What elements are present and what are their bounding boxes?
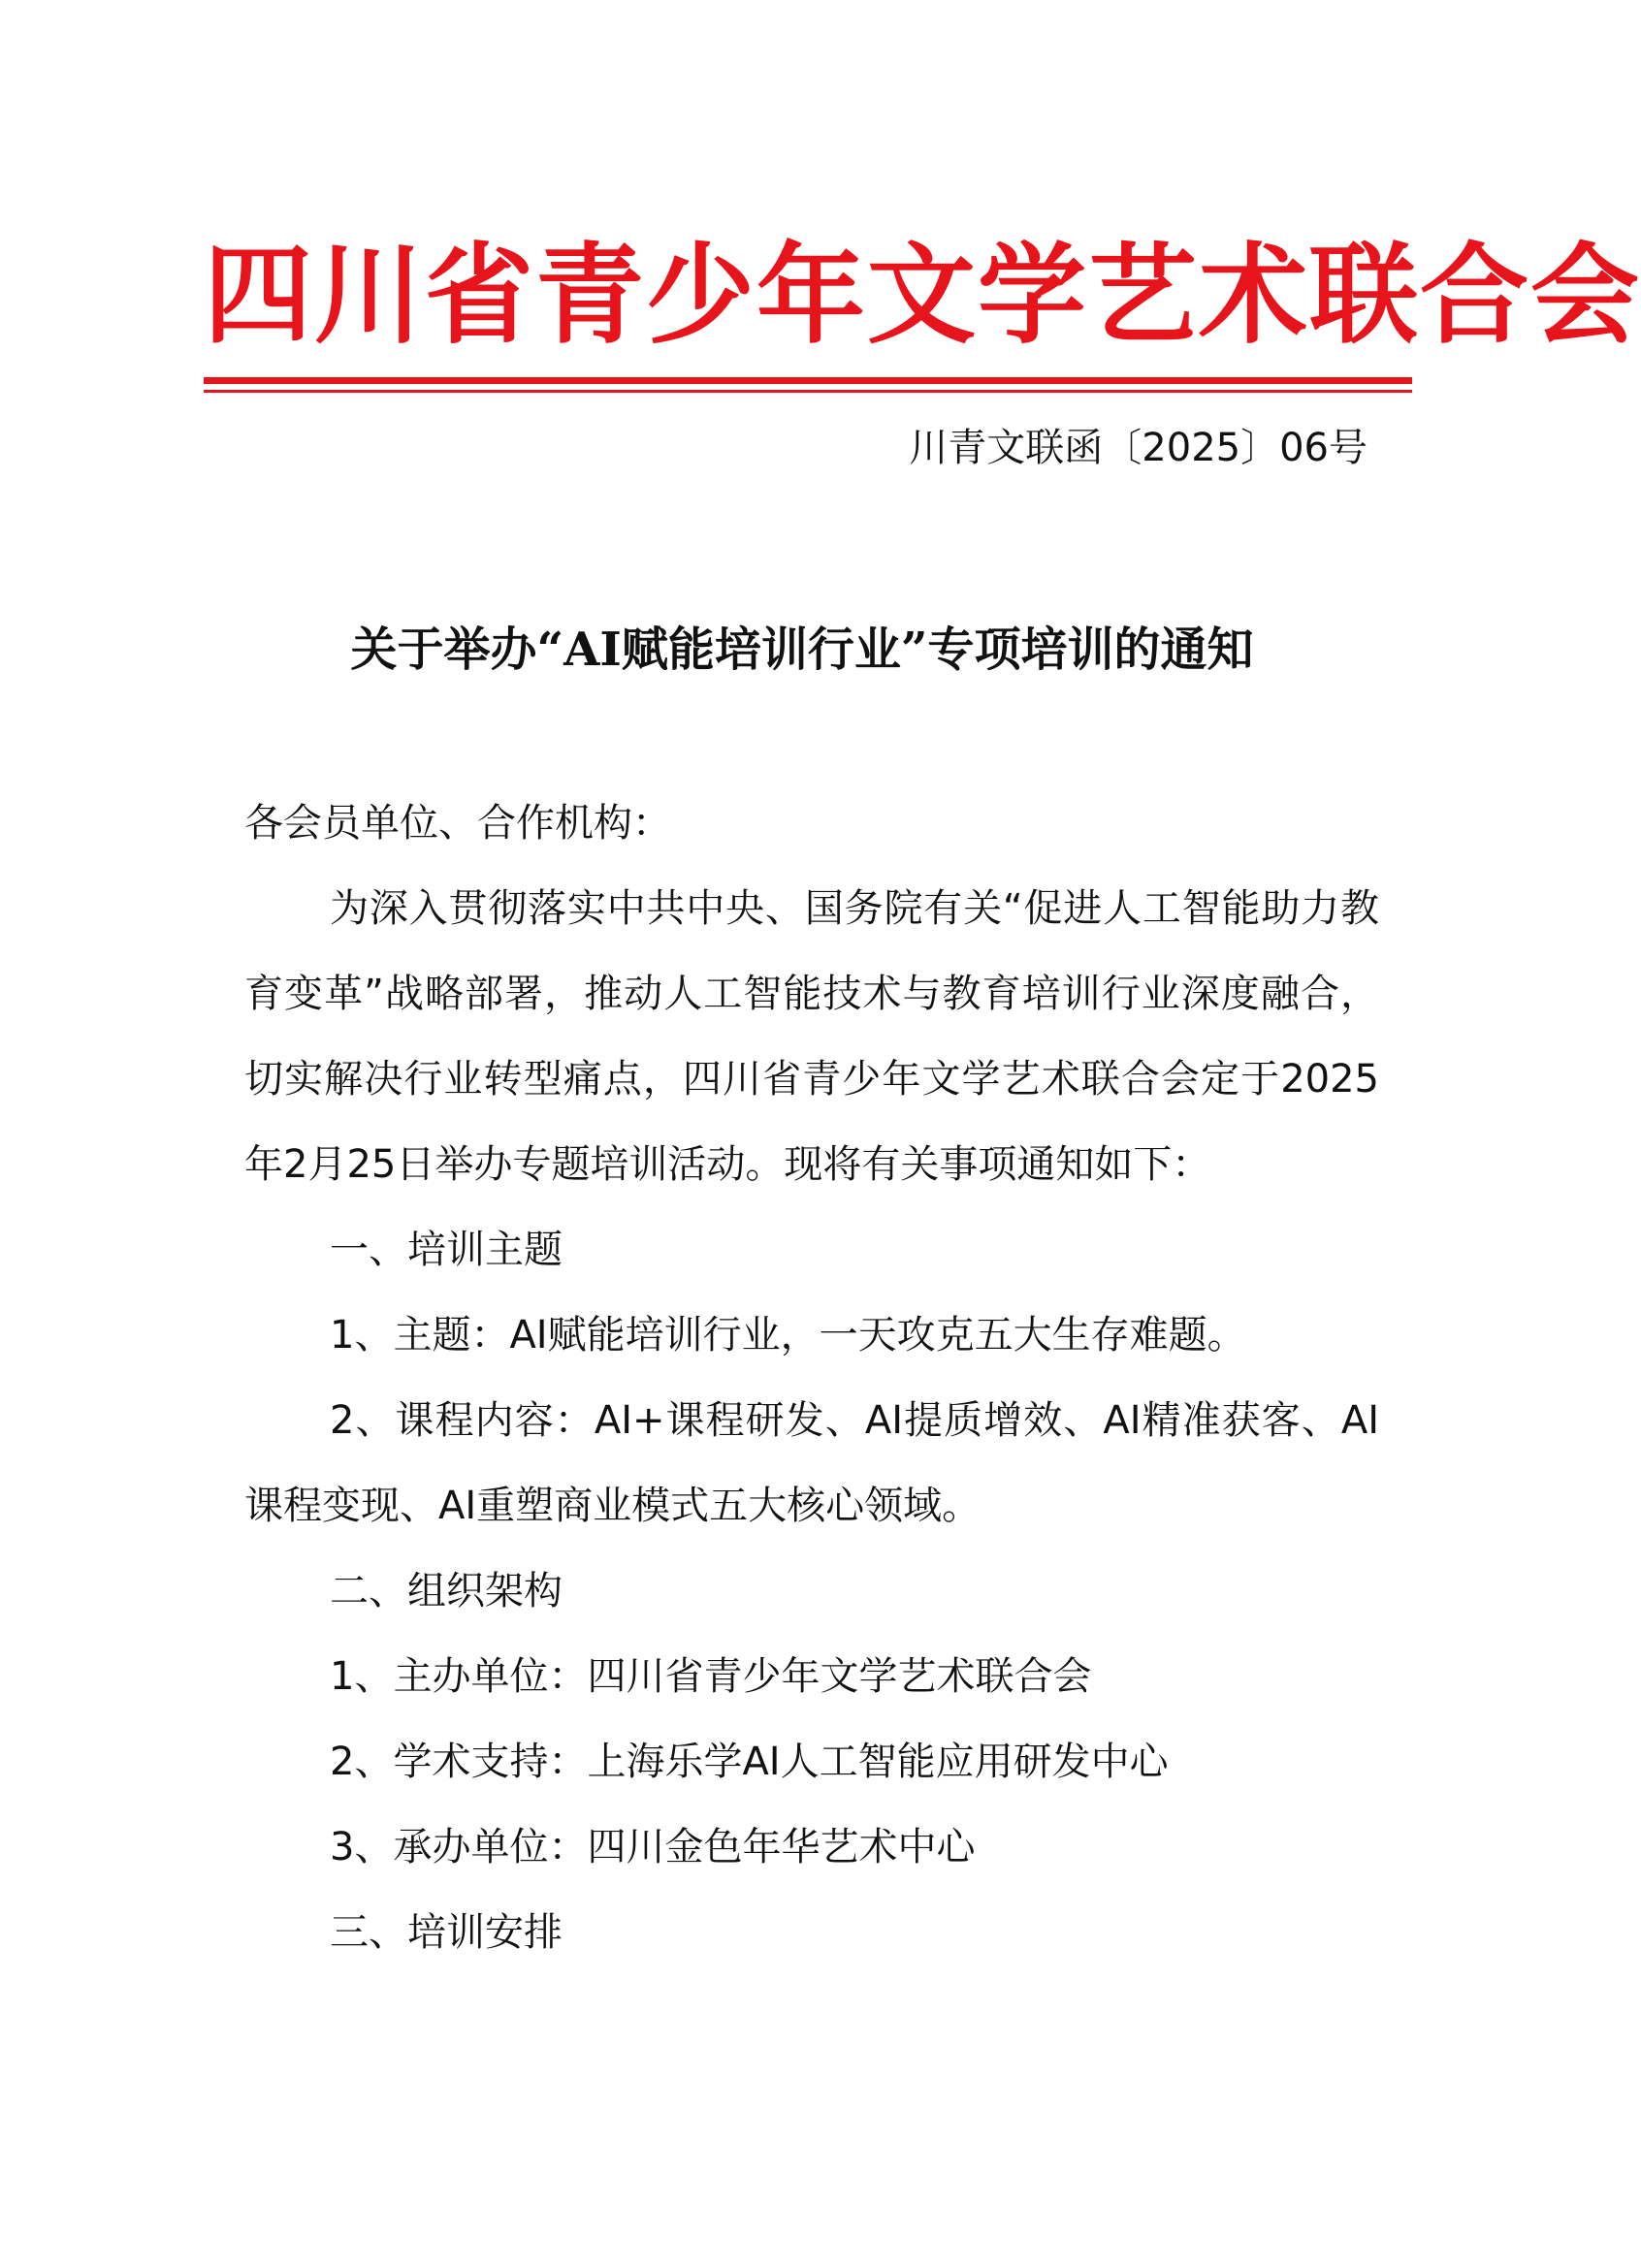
intro-paragraph: 为深入贯彻落实中共中央、国务院有关“促进人工智能助力教育变革”战略部署，推动人工智能技术与教育培训行业深度融合，切实解决行业转型痛点，四川省青少年文学艺术联合会定于2025年2月25日举办专题培训活动。现将有关事项通知如下：	[244, 886, 1379, 1187]
list-item-host: 1、主办单位：四川省青少年文学艺术联合会	[330, 1654, 1092, 1699]
section-heading-organization: 二、组织架构	[330, 1569, 563, 1613]
list-item-academic-support: 2、学术支持：上海乐学AI人工智能应用研发中心	[330, 1740, 1169, 1784]
list-item-course-content: 2、课程内容：AI+课程研发、AI提质增效、AI精准获客、AI课程变现、AI重塑商业模式五大核心领域。	[244, 1398, 1379, 1528]
section-heading-training-arrangement: 三、培训安排	[330, 1910, 563, 1955]
header-divider-thin	[204, 390, 1412, 393]
section-heading-training-theme: 一、培训主题	[330, 1228, 563, 1272]
salutation: 各会员单位、合作机构：	[244, 801, 671, 846]
organization-header: 四川省青少年文学艺术联合会	[204, 232, 1641, 359]
document-body	[244, 781, 1379, 1975]
list-item-theme: 1、主题：AI赋能培训行业，一天攻克五大生存难题。	[330, 1313, 1246, 1358]
document-title: 关于举办“AI赋能培训行业”专项培训的通知	[350, 623, 1254, 677]
list-item-organizer: 3、承办单位：四川金色年华艺术中心	[330, 1825, 976, 1869]
header-divider-thick	[204, 377, 1412, 384]
document-number: 川青文联函〔2025〕06号	[909, 426, 1368, 470]
